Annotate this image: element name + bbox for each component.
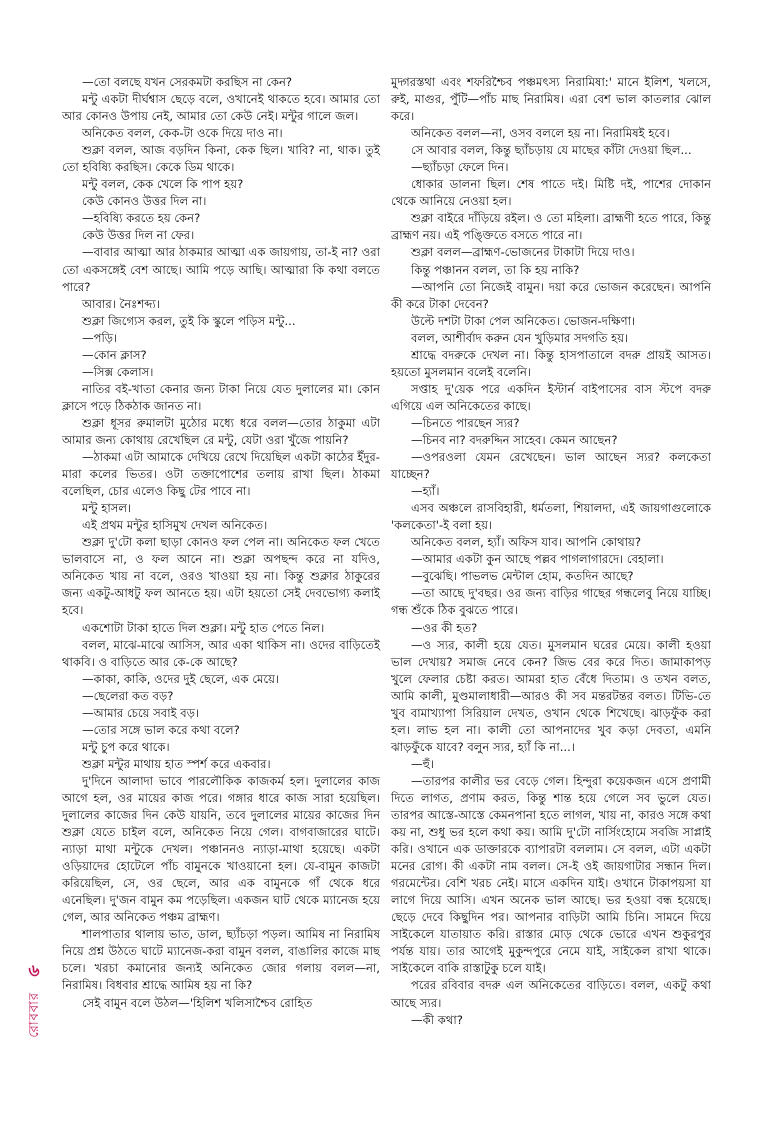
paragraph: এসব অঞ্চলে রাসবিহারী, ধর্মতলা, শিয়ালদা, এই জায়গাগুলোকে 'কলকেতা'-ই বলা হয়। <box>391 501 711 533</box>
paragraph: শুক্লা দু'টো কলা ছাড়া কোনও ফল পেল না। অনিকেত ফল খেতে ভালবাসে না, ও ফল আনে না। শুক্লা অপছন্দ করে না যদিও, অনিকেত খায় না বলে, ওরও খাওয়া হয় না। কিন্তু শুক্লার ঠাকুরের জন্য একটু-আধটু ফল আনতে হয়। এটা হয়তো সেই দেবভোগ্য কলাই হবে। <box>62 535 380 618</box>
paragraph: উল্টে দশটা টাকা পেল অনিকেত। ভোজন-দক্ষিণা। <box>411 313 636 328</box>
paragraph: শ্রাদ্ধে বদরুকে দেখল না। কিন্তু হাসপাতালে বদরু প্রায়ই আসত। হয়তো মুসলমান বলেই বলেনি। <box>391 347 711 379</box>
paragraph: দু'দিনে আলাদা ভাবে পারলৌকিক কাজকর্ম হল। দুলালের কাজ আগে হল, ওর মায়ের কাজ পরে। গঙ্গার ধারে কাজ সারা হয়েছিল। দুলালের কাজের দিন কেউ যায়নি, তবে দুলালের মায়ের কাজের দিন শুক্লা যেতে চাইল বলে, অনিকেত নিয়ে গেল। বাগবাজারের ঘাটে। ন্যাড়া মাথা মন্টুকে দেখল। পঞ্চাননও ন্যাড়া-মাথা হয়েছে। একটা ওড়িয়াদের হোটেলে পাঁচ বামুনকে খাওয়ানো হল। যে-বামুন কাজটা করিয়েছিল, সে, ওর ছেলে, আর এক বামুনকে গাঁ থেকে ধরে এনেছিল। দু'জন বামুন কম পড়েছিল। একজন ঘাট থেকে ম্যানেজ হয়ে গেল, আর অনিকেত পঞ্চম ব্রাহ্মণ। <box>62 773 380 925</box>
paragraph: —সিক্স কেলাস। <box>82 364 154 379</box>
paragraph: —তারপর কালীর ভর বেড়ে গেল। হিন্দুরা কয়েকজন এসে প্রণামী দিতে লাগত, প্রণাম করত, কিন্তু শান্ত হয়ে গেলে সব ভুলে যেত। তারপর আস্তে-আস্তে কেমনপানা হতে লাগল, খায় না, কারও সঙ্গে কথা কয় না, শুধু ভর হলে কথা কয়। আমি দু'টো নার্সিংহোমে সবজি সাপ্লাই করি। ওখানে এক ডাক্তারকে ব্যাপারটা বললাম। সে বলল, এটা একটা মনের রোগ। কী একটা নাম বলল। সে-ই ওই জায়গাটার সন্ধান দিল। গরমেন্টের। বেশি খরচ নেই। মাসে একদিন যাই। ওখানে টাকাপয়সা যা লাগে দিয়ে আসি। এখন অনেক ভাল আছে। ভর হওয়া বন্ধ হয়েছে। ছেড়ে দেবে কিছুদিন পর। আপনার বাড়িটা আমি চিনি। সামনে দিয়ে সাইকেলে যাতায়াত করি। রাস্তার মোড় থেকে ভোরে এখন শুকুরপুর পর্যন্ত যায়। তার আগেই মুকুন্দপুরে নেমে যাই, সাইকেল রাখা থাকে। সাইকেলে বাকি রাস্তাটুকু চলে যাই। <box>391 773 711 976</box>
paragraph: অনিকেত বলল, হ্যাঁ। অফিস যাব। আপনি কোথায়? <box>411 535 642 550</box>
right-text-column <box>391 74 711 1029</box>
page-number: ৬ <box>28 961 40 981</box>
paragraph: মন্টু হাসল। <box>82 501 132 516</box>
paragraph: —বুঝেছি। পাভলভ মেন্টাল হোম, কতদিন আছে? <box>411 569 634 584</box>
paragraph: মন্টু বলল, কেক খেলে কি পাপ হয়? <box>82 177 244 192</box>
paragraph: বলল, আশীর্বাদ করুন যেন খুড়িমার সদগতি হয়। <box>411 330 629 345</box>
paragraph: —হবিষ্যি করতে হয় কেন? <box>82 211 201 226</box>
paragraph: অনিকেত বলল, কেক-টা ওকে দিয়ে দাও না। <box>82 126 283 141</box>
paragraph: পরের রবিবার বদরু এল অনিকেতের বাড়িতে। বলল, একটু কথা আছে স্যর। <box>391 978 711 1010</box>
paragraph: —কোন ক্লাস? <box>82 347 147 362</box>
magazine-brand: রোববার <box>27 992 42 1038</box>
paragraph: কিন্তু পঞ্চানন বলল, তা কি হয় নাকি? <box>411 262 580 277</box>
paragraph: শুক্লা বলল, আজ বড়দিন কিনা, কেক ছিল। খাবি? না, থাক। তুই তো হবিষ্যি করছিস। কেকে ডিম থাকে। <box>62 143 380 175</box>
paragraph: মন্টু একটা দীর্ঘশ্বাস ছেড়ে বলে, ওখানেই থাকতে হবে। আমার তো আর কোনও উপায় নেই, আমার তো কেউ নেই। মন্টুর গালে জল। <box>62 92 380 124</box>
paragraph: —ওপরওলা যেমন রেখেছেন। ভাল আছেন স্যর? কলকেতা যাচ্ছেন? <box>391 450 711 482</box>
paragraph: —ওর কী হত? <box>411 620 478 635</box>
page-margin-mark <box>22 958 46 1128</box>
paragraph: বলল, মাঝে-মাঝে আসিস, আর একা থাকিস না। ওদের বাড়িতেই থাকবি। ও বাড়িতে আর কে-কে আছে? <box>62 637 380 669</box>
paragraph: —হুঁ। <box>411 756 435 771</box>
paragraph: —আমার চেয়ে সবাই বড়। <box>82 705 200 720</box>
paragraph: —চিনব না? বদরুদ্দিন সাহেব। কেমন আছেন? <box>411 432 618 447</box>
paragraph: নাতির বই-খাতা কেনার জন্য টাকা নিয়ে যেত দুলালের মা। কোন ক্লাসে পড়ে ঠিকঠাক জানত না। <box>62 381 380 413</box>
paragraph: শুক্লা জিগ্যেস করল, তুই কি স্কুলে পড়িস মন্টু... <box>82 313 296 328</box>
paragraph: সপ্তাহ দু'য়েক পরে একদিন ইস্টার্ন বাইপাসের বাস স্টপে বদরু এগিয়ে এল অনিকেতের কাছে। <box>391 381 711 413</box>
paragraph: মন্টু চুপ করে থাকে। <box>82 739 170 754</box>
paragraph: —কী কথা? <box>411 1012 463 1027</box>
paragraph: —চিনতে পারছেন স্যর? <box>411 415 520 430</box>
paragraph: শুক্লা বাইরে দাঁড়িয়ে রইল। ও তো মহিলা। ব্রাহ্মণী হতে পারে, কিন্তু ব্রাহ্মণ নয়। এই পঙ্ক্তিতে বসতে পারে না। <box>391 211 711 243</box>
paragraph: —ছেলেরা কত বড়? <box>82 688 174 703</box>
paragraph: মুদ্গরস্তথা এবং শফরিশ্চৈব পঞ্চমৎস্য নিরামিষা:' মানে ইলিশ, খলসে, রুই, মাগুর, পুঁটি—পাঁচ মাছ নিরামিষ। এরা বেশ ভাল কাতলার ঝোল করে। <box>391 75 711 124</box>
paragraph: কেউ উত্তর দিল না ফের। <box>82 228 195 243</box>
paragraph: —তা আছে দু'বছর। ওর জন্য বাড়ির গাছের গন্ধলেবু নিয়ে যাচ্ছি। গন্ধ শুঁকে ঠিক বুঝতে পারে। <box>391 586 711 618</box>
paragraph: শুক্লা বলল—ব্রাহ্মণ-ভোজনের টাকাটা দিয়ে দাও। <box>411 245 635 260</box>
paragraph: —হ্যাঁ। <box>411 484 440 499</box>
paragraph: —তোর সঙ্গে ভাল করে কথা বলে? <box>82 722 240 737</box>
paragraph: একশোটা টাকা হাতে দিল শুক্লা। মন্টু হাত পেতে নিল। <box>82 620 325 635</box>
paragraph: সেই বামুন বলে উঠল—'হিলিশ খলিসাশ্চৈব রোহিত <box>82 995 313 1010</box>
paragraph: —পড়ি। <box>82 330 118 345</box>
paragraph: সে আবার বলল, কিন্তু ছ্যাঁচড়ায় যে মাছের কাঁটা দেওয়া ছিল... <box>411 143 692 158</box>
paragraph: শুক্লা মন্টুর মাথায় হাত স্পর্শ করে একবার। <box>82 756 271 771</box>
left-text-column <box>62 74 380 1012</box>
paragraph: শালপাতার থালায় ভাত, ডাল, ছ্যাঁচড়া পড়ল। আমিষ না নিরামিষ নিয়ে প্রশ্ন উঠতে ঘাটে ম্যানেজ-করা বামুন বলল, বাঙালির কাজে মাছ চলে। খরচা কমানোর জন্যই অনিকেত জোর গলায় বলল—না, নিরামিষ। বিধবার শ্রাদ্ধে আমিষ হয় না কি? <box>62 927 380 993</box>
paragraph: —কাকা, কাকি, ওদের দুই ছেলে, এক মেয়ে। <box>82 671 280 686</box>
paragraph: —ও স্যর, কালী হয়ে যেত। মুসলমান ঘরের মেয়ে। কালী হওয়া ভাল দেখায়? সমাজ নেবে কেন? জিভ বের করে দিত। জামাকাপড় খুলে ফেলার চেষ্টা করত। আমরা হাত বেঁধে দিতাম। ও তখন বলত, আমি কালী, মুণ্ডমালাধারী—আরও কী সব মন্তরটন্তর বলত। টিভি-তে খুব বামাখ্যাপা সিরিয়াল দেখত, ওখান থেকে শিখেছে। ঝাড়ফুঁক করা হল। লাভ হল না। কালী তো আপনাদের খুব কড়া দেবতা, এমনি ঝাড়ফুঁকে যাবে? বলুন স্যর, হ্যাঁ কি না...। <box>391 637 711 754</box>
paragraph: অনিকেত বলল—না, ওসব বললে হয় না। নিরামিষই হবে। <box>411 126 670 141</box>
paragraph: কেউ কোনও উত্তর দিল না। <box>82 194 207 209</box>
paragraph: —আপনি তো নিজেই বামুন। দয়া করে ভোজন করেছেন। আপনি কী করে টাকা দেবেন? <box>391 279 711 311</box>
paragraph: শুক্লা ধূসর রুমালটা মুঠোর মধ্যে ধরে বলল—তোর ঠাকুমা এটা আমার জন্য কোথায় রেখেছিল রে মন্টু, যেটা ওরা খুঁজে পায়নি? <box>62 415 380 447</box>
paragraph: —ঠাকমা এটা আমাকে দেখিয়ে রেখে দিয়েছিল একটা কাঠের ইঁদুর-মারা কলের ভিতর। ওটা তক্তাপোশের তলায় রাখা ছিল। ঠাকমা বলেছিল, চোর এলেও কিছু টের পাবে না। <box>62 450 380 499</box>
paragraph: —তো বলছে যখন সেরকমটা করছিস না কেন? <box>82 75 293 89</box>
paragraph: —বাবার আত্মা আর ঠাকমার আত্মা এক জায়গায়, তা-ই না? ওরা তো একসঙ্গেই বেশ আছে। আমি পড়ে আছি। আত্মারা কি কথা বলতে পারে? <box>62 245 380 294</box>
paragraph: —আমার একটা কুন আছে পল্লব পাগলাগারদে। বেহালা। <box>411 552 664 567</box>
paragraph: এই প্রথম মন্টুর হাসিমুখ দেখল অনিকেত। <box>82 518 268 533</box>
paragraph: —ছ্যাঁচড়া ফেলে দিন। <box>411 160 509 175</box>
paragraph: আবার। নৈঃশব্দ্য। <box>82 296 160 311</box>
paragraph: ধোকার ডালনা ছিল। শেষ পাতে দই। মিষ্টি দই, পাশের দোকান থেকে আনিয়ে নেওয়া হল। <box>391 177 711 209</box>
